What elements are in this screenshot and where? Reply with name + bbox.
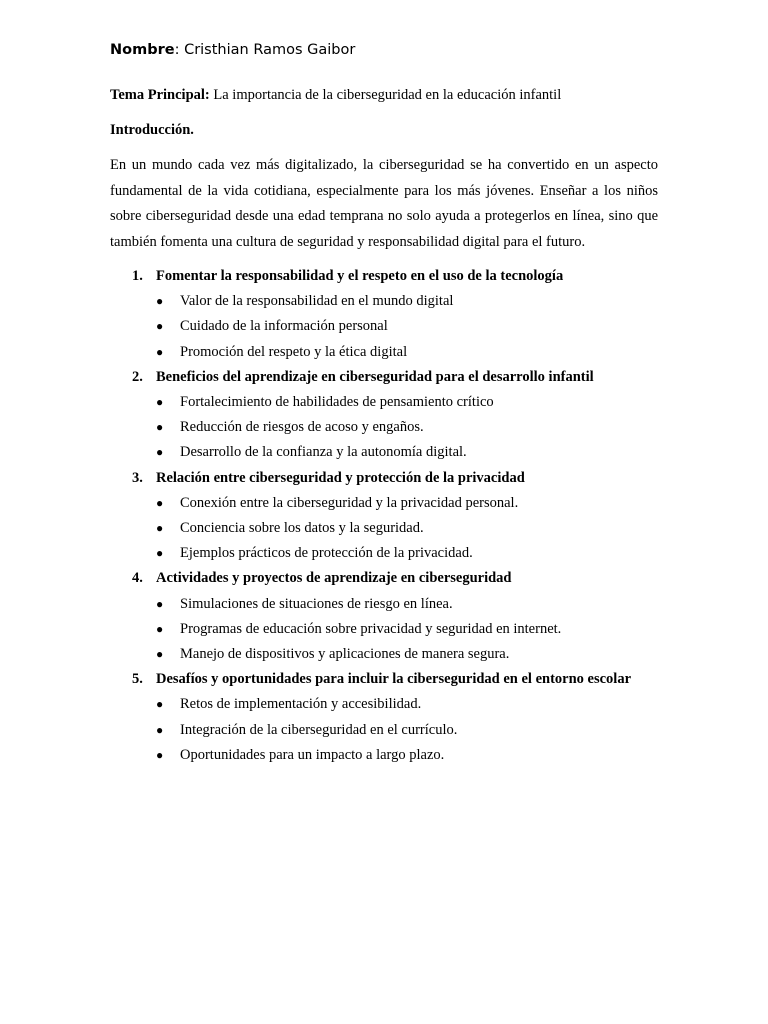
section-item — [110, 466, 658, 567]
sections-list — [110, 264, 658, 768]
section-title: Relación entre ciberseguridad y protección de la privacidad — [156, 469, 525, 486]
list-item — [156, 642, 658, 667]
bullet-text: Valor de la responsabilidad en el mundo digital — [180, 293, 454, 310]
topic-label: Tema Principal: — [110, 87, 210, 103]
bullet-text: Cuidado de la información personal — [180, 318, 388, 335]
list-item — [156, 743, 658, 768]
bullet-text: Fortalecimiento de habilidades de pensamiento crítico — [180, 394, 494, 411]
bullet-icon: ● — [156, 697, 164, 712]
bullet-text: Conciencia sobre los datos y la seguridad. — [180, 520, 424, 537]
section-title: Fomentar la responsabilidad y el respeto en el uso de la tecnología — [156, 268, 564, 284]
list-item — [156, 440, 658, 465]
bullet-icon: ● — [156, 747, 164, 762]
bullet-icon: ● — [156, 420, 164, 435]
section-title: Actividades y proyectos de aprendizaje en ciberseguridad — [156, 570, 512, 587]
bullet-icon: ● — [156, 294, 164, 309]
bullet-icon: ● — [156, 521, 164, 536]
bullet-text: Integración de la ciberseguridad en el currículo. — [180, 721, 458, 738]
list-item — [156, 340, 658, 365]
bullet-list — [156, 592, 658, 668]
bullet-text: Oportunidades para un impacto a largo plazo. — [180, 746, 445, 763]
bullet-text: Manejo de dispositivos y aplicaciones de manera segura. — [180, 646, 510, 663]
bullet-icon: ● — [156, 722, 164, 737]
author-line — [110, 38, 658, 62]
bullet-text: Retos de implementación y accesibilidad. — [180, 696, 422, 713]
section-title: Desafíos y oportunidades para incluir la ciberseguridad en el entorno escolar — [156, 671, 632, 688]
bullet-icon: ● — [156, 495, 164, 510]
bullet-text: Programas de educación sobre privacidad y seguridad en internet. — [180, 620, 562, 637]
bullet-icon: ● — [156, 647, 164, 662]
bullet-text: Simulaciones de situaciones de riesgo en línea. — [180, 595, 453, 612]
bullet-icon: ● — [156, 395, 164, 410]
bullet-icon: ● — [156, 344, 164, 359]
bullet-list — [156, 491, 658, 567]
list-item — [156, 390, 658, 415]
section-item — [110, 667, 658, 768]
list-item — [156, 516, 658, 541]
bullet-text: Promoción del respeto y la ética digital — [180, 343, 408, 360]
intro-paragraph: En un mundo cada vez más digitalizado, la ciberseguridad se ha convertido en un aspecto fundamental de la vida cotidiana, especialmente para los más jóvenes. Enseñar a los niños sobre ciberseguridad desde una edad temprana no solo ayuda a protegerlos en línea, sino que también fomenta una cultura de seguridad y responsabilidad digital para el futuro. — [110, 157, 658, 250]
name-value: : Cristhian Ramos Gaibor — [174, 42, 356, 58]
list-item — [156, 718, 658, 743]
document-page — [110, 38, 658, 768]
list-item — [156, 617, 658, 642]
bullet-text: Reducción de riesgos de acoso y engaños. — [180, 419, 424, 436]
bullet-text: Desarrollo de la confianza y la autonomía digital. — [180, 444, 467, 461]
bullet-icon: ● — [156, 596, 164, 611]
list-item — [156, 541, 658, 566]
bullet-icon: ● — [156, 319, 164, 334]
bullet-icon: ● — [156, 621, 164, 636]
topic-value: La importancia de la ciberseguridad en la educación infantil — [209, 87, 562, 103]
section-number: 4. — [132, 570, 143, 587]
bullet-list — [156, 289, 658, 365]
section-number: 3. — [132, 469, 143, 486]
list-item — [156, 592, 658, 617]
section-number: 5. — [132, 671, 143, 688]
section-item — [110, 264, 658, 365]
list-item — [156, 289, 658, 314]
bullet-icon: ● — [156, 546, 164, 561]
list-item — [156, 491, 658, 516]
bullet-text: Conexión entre la ciberseguridad y la privacidad personal. — [180, 494, 519, 511]
list-item — [156, 415, 658, 440]
section-number: 2. — [132, 368, 143, 385]
section-title: Beneficios del aprendizaje en ciberseguridad para el desarrollo infantil — [156, 368, 594, 385]
section-item — [110, 566, 658, 667]
intro-heading: Introducción. — [110, 122, 194, 138]
bullet-list — [156, 390, 658, 466]
section-number: 1. — [132, 268, 143, 284]
bullet-list — [156, 692, 658, 768]
topic-line — [110, 83, 658, 107]
name-label: Nombre — [110, 42, 175, 58]
section-item — [110, 365, 658, 466]
bullet-text: Ejemplos prácticos de protección de la privacidad. — [180, 545, 473, 562]
list-item — [156, 692, 658, 717]
list-item — [156, 314, 658, 339]
bullet-icon: ● — [156, 445, 164, 460]
